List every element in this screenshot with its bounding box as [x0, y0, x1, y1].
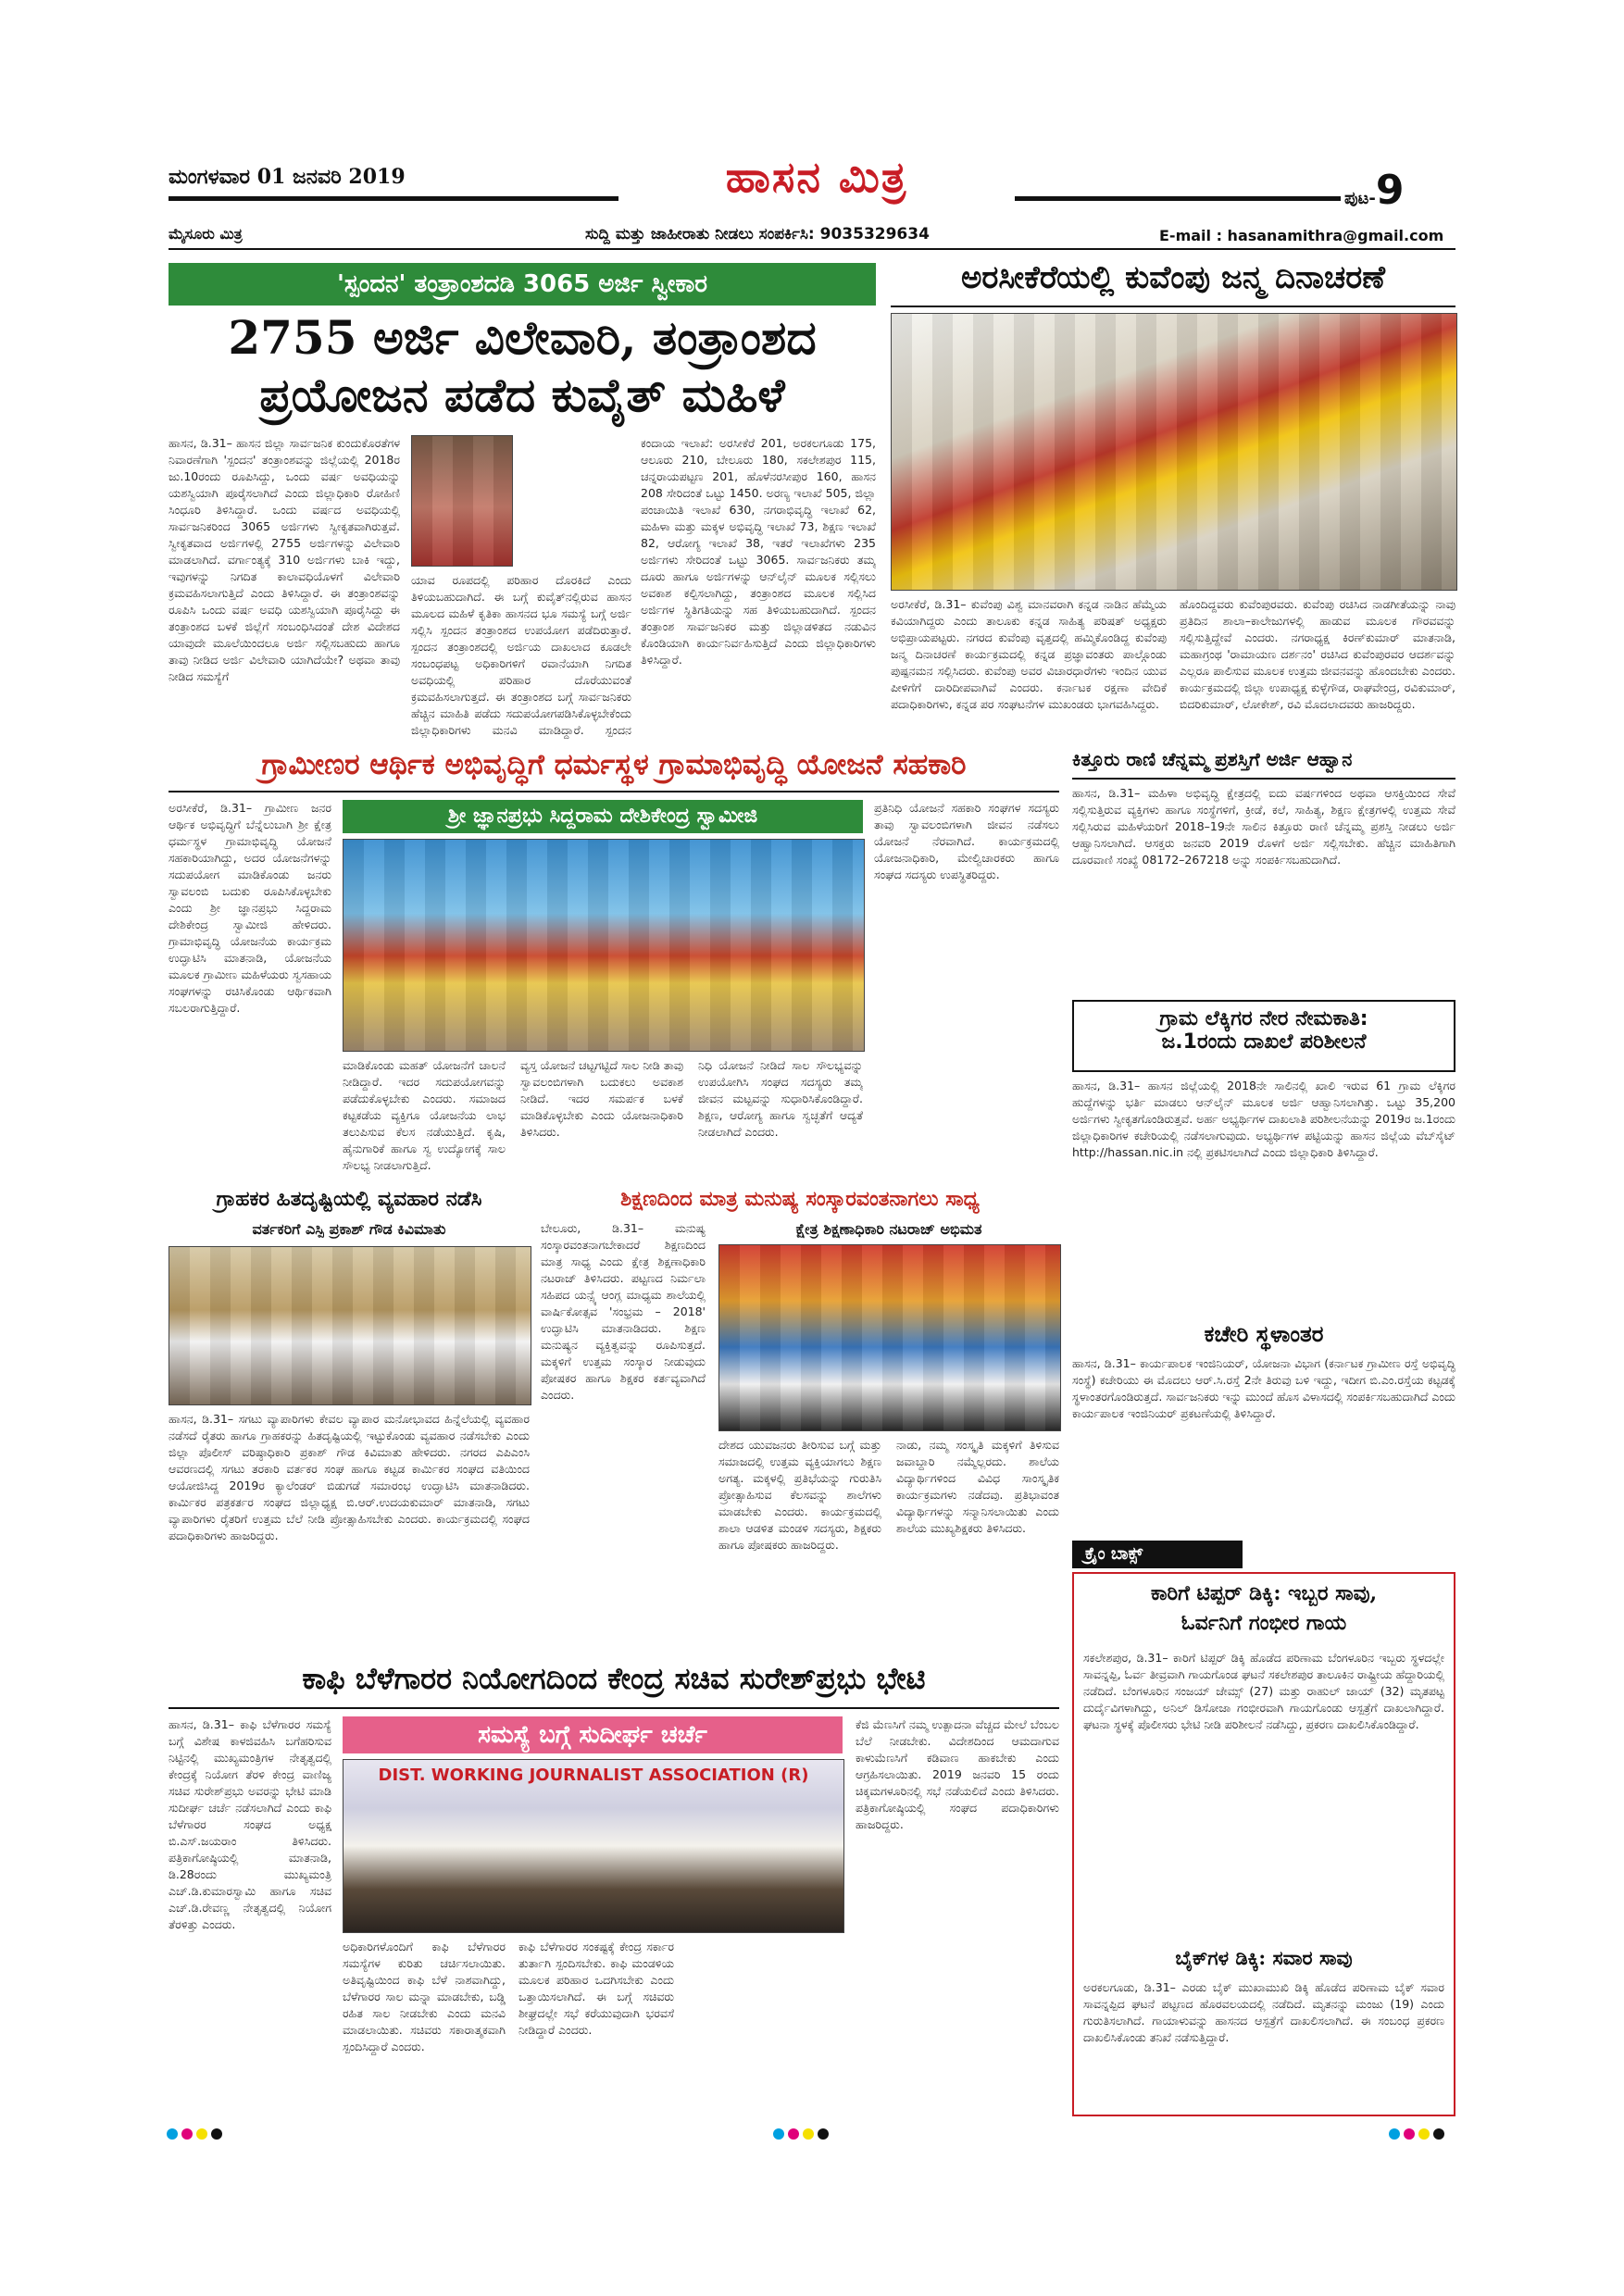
spandana-col-2: ಯಾವ ರೂಪದಲ್ಲಿ ಪರಿಹಾರ ದೊರಕಿದೆ ಎಂದು ತಿಳಿಯಬಹುದಾಗಿದೆ. ಈ ಬಗ್ಗೆ ಕುವೈತ್‌ನಲ್ಲಿರುವ ಹಾಸನ ಮೂಲದ ಮಹಿಳೆ ಕೃತಿಕಾ ಹಾಸನದ ಭೂ ಸಮಸ್ಯೆ ಬಗ್ಗೆ ಅರ್ಜಿ ಸಲ್ಲಿಸಿ ಸ್ಪಂದನ ತಂತ್ರಾಂಶದ ಉಪಯೋಗ ಪಡೆದಿರುತ್ತಾರೆ. ಸ್ಪಂದನ ತಂತ್ರಾಂಶದಲ್ಲಿ ಅರ್ಜಿಯ ದಾಖಲಾದ ಕೂಡಲೇ ಸಂಬಂಧಪಟ್ಟ ಅಧಿಕಾರಿಗಳಿಗೆ ರವಾನೆಯಾಗಿ ನಿಗದಿತ ಅವಧಿಯಲ್ಲಿ ಪರಿಹಾರ ದೊರೆಯುವಂತೆ ಕ್ರಮವಹಿಸಲಾಗುತ್ತದೆ. ಈ ತಂತ್ರಾಂಶದ ಬಗ್ಗೆ ಸಾರ್ವಜನಿಕರು ಹೆಚ್ಚಿನ ಮಾಹಿತಿ ಪಡೆದು ಸದುಪಯೋಗಪಡಿಸಿಕೊಳ್ಳಬೇಕೆಂದು ಜಿಲ್ಲಾಧಿಕಾರಿಗಳು ಮನವಿ ಮಾಡಿದ್ದಾರೆ. ಸ್ಪಂದನ	[411, 573, 631, 737]
coffee-col-4: ಕೆಜಿ ಮೆಣಸಿಗೆ ನಮ್ಮ ಉತ್ಪಾದನಾ ವೆಚ್ಚದ ಮೇಲೆ ಬೆಂಬಲ ಬೆಲೆ ನೀಡಬೇಕು. ವಿದೇಶದಿಂದ ಆಮದಾಗುವ ಕಾಳುಮೆಣಸಿಗೆ ಕಡಿವಾಣ ಹಾಕಬೇಕು ಎಂದು ಆಗ್ರಹಿಸಲಾಯಿತು. 2019 ಜನವರಿ 15 ರಂದು ಚಿಕ್ಕಮಗಳೂರಿನಲ್ಲಿ ಸಭೆ ನಡೆಯಲಿದೆ ಎಂದು ತಿಳಿಸಿದರು. ಪತ್ರಿಕಾಗೋಷ್ಠಿಯಲ್ಲಿ ಸಂಘದ ಪದಾಧಿಕಾರಿಗಳು ಹಾಜರಿದ್ದರು.	[856, 1717, 1059, 1831]
coffee-col-2: ಅಧಿಕಾರಿಗಳೊಂದಿಗೆ ಕಾಫಿ ಬೆಳೆಗಾರರ ಸಮಸ್ಯೆಗಳ ಕುರಿತು ಚರ್ಚಿಸಲಾಯಿತು. ಅತಿವೃಷ್ಟಿಯಿಂದ ಕಾಫಿ ಬೆಳೆ ನಾಶವಾಗಿದ್ದು, ಬೆಳೆಗಾರರ ಸಾಲ ಮನ್ನಾ ಮಾಡಬೇಕು, ಬಡ್ಡಿ ರಹಿತ ಸಾಲ ನೀಡಬೇಕು ಎಂದು ಮನವಿ ಮಾಡಲಾಯಿತು. ಸಚಿವರು ಸಕಾರಾತ್ಮಕವಾಗಿ ಸ್ಪಂದಿಸಿದ್ದಾರೆ ಎಂದರು.	[343, 1940, 506, 2053]
story-coffee	[169, 1661, 1059, 2124]
kuvempu-headline: ಅರಸೀಕೆರೆಯಲ್ಲಿ ಕುವೆಂಪು ಜನ್ಮ ದಿನಾಚರಣೆ	[960, 259, 1386, 296]
registration-marks-left	[167, 2126, 226, 2143]
page-label: ಪುಟ-	[1344, 189, 1376, 208]
email-line: E-mail : hasanamithra@gmail.com	[1159, 227, 1444, 244]
newspaper-title: ಹಾಸನ ಮಿತ್ರ	[725, 152, 908, 202]
press-banner: DIST. WORKING JOURNALIST ASSOCIATION (R)	[378, 1766, 809, 1785]
masthead	[0, 0, 1624, 250]
reg-dot-magenta	[181, 2128, 193, 2140]
masthead-rule-right	[1015, 196, 1341, 201]
office-shift-body: ಹಾಸನ, ಡಿ.31– ಕಾರ್ಯಪಾಲಕ ಇಂಜಿನಿಯರ್, ಯೋಜನಾ ವಿಭಾಗ (ಕರ್ನಾಟಕ ಗ್ರಾಮೀಣ ರಸ್ತೆ ಅಭಿವೃದ್ಧಿ ಸಂಸ್ಥೆ) ಕಚೇರಿಯು ಈ ಮೊದಲು ಆರ್.ಸಿ.ರಸ್ತೆ 2ನೇ ತಿರುವು ಬಳಿ ಇದ್ದು, ಇದೀಗ ಬಿ.ಎಂ.ರಸ್ತೆಯ ಕಟ್ಟಡಕ್ಕೆ ಸ್ಥಳಾಂತರಗೊಂಡಿರುತ್ತದೆ. ಸಾರ್ವಜನಿಕರು ಇನ್ನು ಮುಂದೆ ಹೊಸ ವಿಳಾಸದಲ್ಲಿ ಸಂಪರ್ಕಿಸಬಹುದಾಗಿದೆ ಎಂದು ಕಾರ್ಯಪಾಲಕ ಇಂಜಿನಿಯರ್ ಪ್ರಕಟಣೆಯಲ್ಲಿ ತಿಳಿಸಿದ್ದಾರೆ.	[1072, 1356, 1455, 1420]
crime-tag: ಕ್ರೈಂ ಬಾಕ್ಸ್	[1072, 1541, 1243, 1568]
spandana-col-2b	[518, 435, 630, 565]
dharmasthala-col-4: ನಿಧಿ ಯೋಜನೆ ನೀಡಿದೆ ಸಾಲ ಸೌಲಭ್ಯವನ್ನು ಉಪಯೋಗಿಸಿ ಸಂಘದ ಸದಸ್ಯರು ತಮ್ಮ ಜೀವನ ಮಟ್ಟವನ್ನು ಸುಧಾರಿಸಿಕೊಂಡಿದ್ದಾರೆ. ಶಿಕ್ಷಣ, ಆರೋಗ್ಯ ಹಾಗೂ ಸ್ವಚ್ಛತೆಗೆ ಆದ್ಯತೆ ನೀಡಲಾಗಿದೆ ಎಂದರು.	[698, 1058, 863, 1139]
kuvempu-col-2: ಹೊಂದಿದ್ದವರು ಕುವೆಂಪುರವರು. ಕುವೆಂಪು ರಚಿಸಿದ ನಾಡಗೀತೆಯನ್ನು ನಾವು ಪ್ರತಿದಿನ ಶಾಲಾ–ಕಾಲೇಜುಗಳಲ್ಲಿ ಹಾಡುವ ಮೂಲಕ ಗೌರವವನ್ನು ಸಲ್ಲಿಸುತ್ತಿದ್ದೇವೆ ಎಂದರು. ನಗರಾಧ್ಯಕ್ಷ ಕಿರಣ್‌ಕುಮಾರ್ ಮಾತನಾಡಿ, ಮಹಾಗ್ರಂಥ 'ರಾಮಾಯಣ ದರ್ಶನಂ' ರಚಿಸಿದ ಕುವೆಂಪುರವರ ಆದರ್ಶವನ್ನು ಎಲ್ಲರೂ ಪಾಲಿಸುವ ಮೂಲಕ ಉತ್ತಮ ಜೀವನವನ್ನು ಹೊಂದಬೇಕು ಎಂದರು. ಕಾರ್ಯಕ್ರಮದಲ್ಲಿ ಜಿಲ್ಲಾ ಉಪಾಧ್ಯಕ್ಷ ಕುಳ್ಳೆಗೌಡ, ರಾಘವೇಂದ್ರ, ರವಿಕುಮಾರ್, ಬಿದರಿಕುಮಾರ್, ಲೋಕೇಶ್, ರವಿ ಮೊದಲಾದವರು ಹಾಜರಿದ್ದರು.	[1180, 597, 1455, 711]
reg-dot-yellow	[196, 2128, 207, 2140]
reg-dot-black	[1433, 2128, 1444, 2140]
page-number: 9	[1375, 167, 1405, 214]
education-photo	[718, 1244, 1061, 1431]
reg-dot-black	[818, 2128, 829, 2140]
traders-photo	[169, 1246, 531, 1405]
crime-body-1: ಸಕಲೇಶಪುರ, ಡಿ.31– ಕಾರಿಗೆ ಟಿಪ್ಪರ್ ಡಿಕ್ಕಿ ಹೊಡೆದ ಪರಿಣಾಮ ಬೆಂಗಳೂರಿನ ಇಬ್ಬರು ಸ್ಥಳದಲ್ಲೇ ಸಾವನ್ನಪ್ಪಿ, ಓರ್ವ ತೀವ್ರವಾಗಿ ಗಾಯಗೊಂಡ ಘಟನೆ ಸಕಲೇಶಪುರ ತಾಲೂಕಿನ ರಾಷ್ಟ್ರೀಯ ಹೆದ್ದಾರಿಯಲ್ಲಿ ನಡೆದಿದೆ. ಬೆಂಗಳೂರಿನ ಸಂಜಯ್ ಜೇಮ್ಸ್ (27) ಮತ್ತು ರಾಹುಲ್ ಜಾಯ್ (32) ಮೃತಪಟ್ಟ ದುರ್ದೈವಿಗಳಾಗಿದ್ದು, ಅನಿಲ್ ಡಿಸೋಜಾ ಗಂಭೀರವಾಗಿ ಗಾಯಗೊಂಡು ಆಸ್ಪತ್ರೆಗೆ ದಾಖಲಾಗಿದ್ದಾರೆ. ಘಟನಾ ಸ್ಥಳಕ್ಕೆ ಪೊಲೀಸರು ಭೇಟಿ ನೀಡಿ ಪರಿಶೀಲನೆ ನಡೆಸಿದ್ದು, ಪ್ರಕರಣ ದಾಖಲಿಸಿಕೊಂಡಿದ್ದಾರೆ.	[1083, 1651, 1444, 1731]
spandana-col-3: ಕಂದಾಯ ಇಲಾಖೆ: ಅರಸೀಕೆರೆ 201, ಅರಕಲಗೂಡು 175, ಆಲೂರು 210, ಬೇಲೂರು 180, ಸಕಲೇಶಪುರ 115, ಚನ್ನರಾಯಪಟ್ಟಣ 201, ಹೊಳೆನರಸೀಪುರ 160, ಹಾಸನ 208 ಸೇರಿದಂತೆ ಒಟ್ಟು 1450. ಅರಣ್ಯ ಇಲಾಖೆ 505, ಜಿಲ್ಲಾ ಪಂಚಾಯಿತಿ ಇಲಾಖೆ 630, ನಗರಾಭಿವೃದ್ಧಿ ಇಲಾಖೆ 62, ಮಹಿಳಾ ಮತ್ತು ಮಕ್ಕಳ ಅಭಿವೃದ್ಧಿ ಇಲಾಖೆ 73, ಶಿಕ್ಷಣ ಇಲಾಖೆ 82, ಆರೋಗ್ಯ ಇಲಾಖೆ 38, ಇತರೆ ಇಲಾಖೆಗಳು 235 ಅರ್ಜಿಗಳು ಸೇರಿದಂತೆ ಒಟ್ಟು 3065. ಸಾರ್ವಜನಿಕರು ತಮ್ಮ ದೂರು ಹಾಗೂ ಅರ್ಜಿಗಳನ್ನು ಆನ್‌ಲೈನ್ ಮೂಲಕ ಸಲ್ಲಿಸಲು ಅವಕಾಶ ಕಲ್ಪಿಸಲಾಗಿದ್ದು, ತಂತ್ರಾಂಶದ ಮೂಲಕ ಸಲ್ಲಿಸಿದ ಅರ್ಜಿಗಳ ಸ್ಥಿತಿಗತಿಯನ್ನು ಸಹ ತಿಳಿಯಬಹುದಾಗಿದೆ. ಸ್ಪಂದನ ತಂತ್ರಾಂಶ ಸಾರ್ವಜನಿಕರ ಮತ್ತು ಜಿಲ್ಲಾಡಳಿತದ ನಡುವಿನ ಕೊಂಡಿಯಾಗಿ ಕಾರ್ಯನಿರ್ವಹಿಸುತ್ತಿದೆ ಎಂದು ಜಿಲ್ಲಾಧಿಕಾರಿಗಳು ತಿಳಿಸಿದ್ದಾರೆ.	[641, 436, 876, 667]
education-col-2: ದೇಶದ ಯುವಜನರು ತೀರಿಸುವ ಬಗ್ಗೆ ಮತ್ತು ಸಮಾಜದಲ್ಲಿ ಉತ್ತಮ ವ್ಯಕ್ತಿಯಾಗಲು ಶಿಕ್ಷಣ ಅಗತ್ಯ. ಮಕ್ಕಳಲ್ಲಿ ಪ್ರತಿಭೆಯನ್ನು ಗುರುತಿಸಿ ಪ್ರೋತ್ಸಾಹಿಸುವ ಕೆಲಸವನ್ನು ಶಾಲೆಗಳು ಮಾಡಬೇಕು ಎಂದರು. ಕಾರ್ಯಕ್ರಮದಲ್ಲಿ ಶಾಲಾ ಆಡಳಿತ ಮಂಡಳಿ ಸದಸ್ಯರು, ಶಿಕ್ಷಕರು ಹಾಗೂ ಪೋಷಕರು ಹಾಜರಿದ್ದರು.	[718, 1438, 881, 1552]
education-col-3: ನಾಡು, ನಮ್ಮ ಸಂಸ್ಕೃತಿ ಮಕ್ಕಳಿಗೆ ತಿಳಿಸುವ ಜವಾಬ್ದಾರಿ ನಮ್ಮೆಲ್ಲರದು. ಶಾಲೆಯ ವಿದ್ಯಾರ್ಥಿಗಳಿಂದ ವಿವಿಧ ಸಾಂಸ್ಕೃತಿಕ ಕಾರ್ಯಕ್ರಮಗಳು ನಡೆದವು. ಪ್ರತಿಭಾವಂತ ವಿದ್ಯಾರ್ಥಿಗಳನ್ನು ಸನ್ಮಾನಿಸಲಾಯಿತು ಎಂದು ಶಾಲೆಯ ಮುಖ್ಯಶಿಕ್ಷಕರು ತಿಳಿಸಿದರು.	[896, 1438, 1059, 1535]
education-subhead: ಕ್ಷೇತ್ರ ಶಿಕ್ಷಣಾಧಿಕಾರಿ ನಟರಾಜ್ ಅಭಿಮತ	[795, 1220, 982, 1238]
education-headline: ಶಿಕ್ಷಣದಿಂದ ಮಾತ್ರ ಮನುಷ್ಯ ಸಂಸ್ಕಾರವಂತನಾಗಲು ಸಾಧ್ಯ	[620, 1187, 980, 1211]
page-number-box	[1344, 167, 1405, 214]
kuvempu-photo	[891, 313, 1457, 591]
contact-line: ಸುದ್ದಿ ಮತ್ತು ಜಾಹೀರಾತು ನೀಡಲು ಸಂಪರ್ಕಿಸಿ: 9035329634	[585, 225, 930, 243]
dharmasthala-col-5: ಪ್ರತಿನಿಧಿ ಯೋಜನೆ ಸಹಕಾರಿ ಸಂಘಗಳ ಸದಸ್ಯರು ತಾವು ಸ್ವಾವಲಂಬಿಗಳಾಗಿ ಜೀವನ ನಡೆಸಲು ಯೋಜನೆ ನೆರವಾಗಿದೆ. ಕಾರ್ಯಕ್ರಮದಲ್ಲಿ ಯೋಜನಾಧಿಕಾರಿ, ಮೇಲ್ವಿಚಾರಕರು ಹಾಗೂ ಸಂಘದ ಸದಸ್ಯರು ಉಪಸ್ಥಿತರಿದ್ದರು.	[874, 801, 1059, 881]
spandana-photo-woman	[411, 435, 513, 567]
traders-subhead: ವರ್ತಕರಿಗೆ ಎಸ್ಪಿ ಪ್ರಕಾಶ್ ಗೌಡ ಕಿವಿಮಾತು	[252, 1220, 446, 1238]
reg-dot-cyan	[773, 2128, 784, 2140]
chennamma-rule	[1072, 778, 1455, 780]
accountant-headline-box	[1072, 1000, 1455, 1072]
story-traders	[169, 1187, 530, 1668]
reg-dot-yellow	[803, 2128, 814, 2140]
registration-marks-right	[1389, 2126, 1448, 2143]
masthead-bottom-rule	[169, 248, 1455, 250]
dharmasthala-photo	[343, 839, 865, 1052]
right-column-notices	[1072, 748, 1455, 1535]
issue-date: ಮಂಗಳವಾರ 01 ಜನವರಿ 2019	[169, 165, 406, 189]
crime-body-2: ಅರಕಲಗೂಡು, ಡಿ.31– ಎರಡು ಬೈಕ್ ಮುಖಾಮುಖಿ ಡಿಕ್ಕಿ ಹೊಡೆದ ಪರಿಣಾಮ ಬೈಕ್ ಸವಾರ ಸಾವನ್ನಪ್ಪಿದ ಘಟನೆ ಪಟ್ಟಣದ ಹೊರವಲಯದಲ್ಲಿ ನಡೆದಿದೆ. ಮೃತನನ್ನು ಮಂಜು (19) ಎಂದು ಗುರುತಿಸಲಾಗಿದೆ. ಗಾಯಾಳುವನ್ನು ಹಾಸನದ ಆಸ್ಪತ್ರೆಗೆ ದಾಖಲಿಸಲಾಗಿದೆ. ಈ ಸಂಬಂಧ ಪ್ರಕರಣ ದಾಖಲಿಸಿಕೊಂಡು ತನಿಖೆ ನಡೆಸುತ್ತಿದ್ದಾರೆ.	[1083, 1980, 1444, 2044]
spandana-headline-1: 2755 ಅರ್ಜಿ ವಿಲೇವಾರಿ, ತಂತ್ರಾಂಶದ	[228, 310, 817, 365]
traders-body: ಹಾಸನ, ಡಿ.31– ಸಗಟು ವ್ಯಾಪಾರಿಗಳು ಕೇವಲ ವ್ಯಾಪಾರ ಮನೋಭಾವದ ಹಿನ್ನೆಲೆಯಲ್ಲಿ ವ್ಯವಹಾರ ನಡೆಸದೆ ರೈತರು ಹಾಗೂ ಗ್ರಾಹಕರನ್ನು ಹಿತದೃಷ್ಟಿಯಲ್ಲಿ ಇಟ್ಟುಕೊಂಡು ವ್ಯವಹಾರ ನಡೆಸಬೇಕು ಎಂದು ಜಿಲ್ಲಾ ಪೊಲೀಸ್ ವರಿಷ್ಠಾಧಿಕಾರಿ ಪ್ರಕಾಶ್ ಗೌಡ ಕಿವಿಮಾತು ಹೇಳಿದರು. ನಗರದ ಎಪಿಎಂಸಿ ಆವರಣದಲ್ಲಿ ಸಗಟು ತರಕಾರಿ ವರ್ತಕರ ಸಂಘ ಹಾಗೂ ಕಟ್ಟಡ ಕಾರ್ಮಿಕರ ಸಂಘದ ವತಿಯಿಂದ ಆಯೋಜಿಸಿದ್ದ 2019ರ ಕ್ಯಾಲೆಂಡರ್ ಬಿಡುಗಡೆ ಸಮಾರಂಭ ಉದ್ಘಾಟಿಸಿ ಮಾತನಾಡಿದರು. ಕಾರ್ಮಿಕರ ಪತ್ರಕರ್ತರ ಸಂಘದ ಜಿಲ್ಲಾಧ್ಯಕ್ಷ ಬಿ.ಆರ್.ಉದಯಕುಮಾರ್ ಮಾತನಾಡಿ, ಸಗಟು ವ್ಯಾಪಾರಿಗಳು ರೈತರಿಗೆ ಉತ್ತಮ ಬೆಲೆ ನೀಡಿ ಪ್ರೋತ್ಸಾಹಿಸಬೇಕು ಎಂದರು. ಕಾರ್ಯಕ್ರಮದಲ್ಲಿ ಸಂಘದ ಪದಾಧಿಕಾರಿಗಳು ಹಾಜರಿದ್ದರು.	[169, 1412, 530, 1542]
coffee-headline: ಕಾಫಿ ಬೆಳೆಗಾರರ ನಿಯೋಗದಿಂದ ಕೇಂದ್ರ ಸಚಿವ ಸುರೇಶ್‌ಪ್ರಭು ಭೇಟಿ	[302, 1661, 926, 1696]
coffee-photo	[343, 1759, 844, 1933]
dharmasthala-col-3: ವ್ಯಸ್ತ ಯೋಜನೆ ಚಟ್ಟಗಟ್ಟಿದೆ ಸಾಲ ನೀಡಿ ತಾವು ಸ್ವಾವಲಂಬಿಗಳಾಗಿ ಬದುಕಲು ಅವಕಾಶ ನೀಡಿದೆ. ಇದರ ಸಮರ್ಪಕ ಬಳಕೆ ಮಾಡಿಕೊಳ್ಳಬೇಕು ಎಂದು ಯೋಜನಾಧಿಕಾರಿ ತಿಳಿಸಿದರು.	[520, 1058, 683, 1139]
chennamma-headline: ಕಿತ್ತೂರು ರಾಣಿ ಚೆನ್ನಮ್ಮ ಪ್ರಶಸ್ತಿಗೆ ಅರ್ಜಿ ಆಹ್ವಾನ	[1072, 748, 1353, 770]
story-spandana	[169, 263, 876, 744]
dharmasthala-col-2: ಮಾಡಿಕೊಂಡು ಮಹತ್ ಯೋಜನೆಗೆ ಚಾಲನೆ ನೀಡಿದ್ದಾರೆ. ಇದರ ಸದುಪಯೋಗವನ್ನು ಪಡೆದುಕೊಳ್ಳಬೇಕು ಎಂದರು. ಸಮಾಜದ ಕಟ್ಟಕಡೆಯ ವ್ಯಕ್ತಿಗೂ ಯೋಜನೆಯ ಲಾಭ ತಲುಪಿಸುವ ಕೆಲಸ ನಡೆಯುತ್ತಿದೆ. ಕೃಷಿ, ಹೈನುಗಾರಿಕೆ ಹಾಗೂ ಸ್ವ ಉದ್ಯೋಗಕ್ಕೆ ಸಾಲ ಸೌಲಭ್ಯ ನೀಡಲಾಗುತ್ತಿದೆ.	[343, 1058, 506, 1172]
accountant-headline-2: ಜ.1ರಂದು ದಾಖಲೆ ಪರಿಶೀಲನೆ	[1161, 1030, 1367, 1054]
dharmasthala-headline: ಗ್ರಾಮೀಣರ ಆರ್ಥಿಕ ಅಭಿವೃದ್ಧಿಗೆ ಧರ್ಮಸ್ಥಳ ಗ್ರಾಮಾಭಿವೃದ್ಧಿ ಯೋಜನೆ ಸಹಕಾರಿ	[261, 748, 967, 781]
coffee-subhead: ಸಮಸ್ಯೆ ಬಗ್ಗೆ ಸುದೀರ್ಘ ಚರ್ಚೆ	[343, 1716, 843, 1753]
story-education	[541, 1187, 1059, 1668]
spandana-col-1: ಹಾಸನ, ಡಿ.31– ಹಾಸನ ಜಿಲ್ಲಾ ಸಾರ್ವಜನಿಕ ಕುಂದುಕೊರತೆಗಳ ನಿವಾರಣೆಗಾಗಿ 'ಸ್ಪಂದನ' ತಂತ್ರಾಂಶವನ್ನು ಜಿಲ್ಲೆಯಲ್ಲಿ 2018ರ ಜು.10ರಂದು ರೂಪಿಸಿದ್ದು, ಒಂದು ವರ್ಷ ಅವಧಿಯನ್ನು ಯಶಸ್ವಿಯಾಗಿ ಪೂರೈಸಲಾಗಿದೆ ಎಂದು ಜಿಲ್ಲಾಧಿಕಾರಿ ರೋಹಿಣಿ ಸಿಂಧೂರಿ ತಿಳಿಸಿದ್ದಾರೆ. ಒಂದು ವರ್ಷದ ಅವಧಿಯಲ್ಲಿ ಸಾರ್ವಜನಿಕರಿಂದ 3065 ಅರ್ಜಿಗಳು ಸ್ವೀಕೃತವಾಗಿರುತ್ತವೆ. ಸ್ವೀಕೃತವಾದ ಅರ್ಜಿಗಳಲ್ಲಿ 2755 ಅರ್ಜಿಗಳನ್ನು ವಿಲೇವಾರಿ ಮಾಡಲಾಗಿದೆ. ವರ್ಗಾಂತ್ಯಕ್ಕೆ 310 ಅರ್ಜಿಗಳು ಬಾಕಿ ಇದ್ದು, ಇವುಗಳನ್ನು ನಿಗದಿತ ಕಾಲಾವಧಿಯೊಳಗೆ ವಿಲೇವಾರಿ ಕ್ರಮವಹಿಸಲಾಗುತ್ತಿದೆ ಎಂದು ತಿಳಿಸಿದ್ದಾರೆ. ಈ ತಂತ್ರಾಂಶವನ್ನು ರೂಪಿಸಿ ಒಂದು ವರ್ಷ ಅವಧಿ ಯಶಸ್ವಿಯಾಗಿ ಪೂರೈಸಿದ್ದು ಈ ತಂತ್ರಾಂಶದ ಬಳಕೆ ಜಿಲ್ಲೆಗೆ ಸಂಬಂಧಿಸಿದಂತೆ ದೇಶ ವಿದೇಶದ ಯಾವುದೇ ಮೂಲೆಯಿಂದಲೂ ಅರ್ಜಿ ಸಲ್ಲಿಸಬಹುದು ಹಾಗೂ ತಾವು ನೀಡಿದ ಅರ್ಜಿ ವಿಲೇವಾರಿ ಯಾಗಿದೆಯೇ? ಅಥವಾ ತಾವು ನೀಡಿದ ಸಮಸ್ಯೆಗೆ	[169, 436, 400, 683]
office-shift-headline: ಕಚೇರಿ ಸ್ಥಳಾಂತರ	[1204, 1320, 1324, 1347]
reg-dot-black	[211, 2128, 222, 2140]
traders-headline: ಗ್ರಾಹಕರ ಹಿತದೃಷ್ಟಿಯಲ್ಲಿ ವ್ಯವಹಾರ ನಡೆಸಿ	[216, 1187, 482, 1211]
crime-headline-2: ಓರ್ವನಿಗೆ ಗಂಭೀರ ಗಾಯ	[1181, 1611, 1347, 1635]
coffee-rule	[169, 1707, 1059, 1709]
kuvempu-rule	[891, 306, 1455, 307]
dharmasthala-rule	[169, 791, 1059, 792]
education-col-1: ಬೇಲೂರು, ಡಿ.31– ಮನುಷ್ಯ ಸಂಸ್ಕಾರವಂತನಾಗಬೇಕಾದರೆ ಶಿಕ್ಷಣದಿಂದ ಮಾತ್ರ ಸಾಧ್ಯ ಎಂದು ಕ್ಷೇತ್ರ ಶಿಕ್ಷಣಾಧಿಕಾರಿ ನಟರಾಜ್ ತಿಳಿಸಿದರು. ಪಟ್ಟಣದ ನಿರ್ಮಲಾ ಸಹಿಪದ ಯನ್ಸ್ಕೆ ಆಂಗ್ಲ ಮಾಧ್ಯಮ ಶಾಲೆಯಲ್ಲಿ ವಾರ್ಷಿಕೋತ್ಸವ 'ಸಂಭ್ರಮ – 2018' ಉದ್ಘಾಟಿಸಿ ಮಾತನಾಡಿದರು. ಶಿಕ್ಷಣ ಮನುಷ್ಯನ ವ್ಯಕ್ತಿತ್ವವನ್ನು ರೂಪಿಸುತ್ತದೆ. ಮಕ್ಕಳಿಗೆ ಉತ್ತಮ ಸಂಸ್ಕಾರ ನೀಡುವುದು ಪೋಷಕರ ಹಾಗೂ ಶಿಕ್ಷಕರ ಕರ್ತವ್ಯವಾಗಿದೆ ಎಂದರು.	[541, 1221, 706, 1402]
spandana-headline-2: ಪ್ರಯೋಜನ ಪಡೆದ ಕುವೈತ್ ಮಹಿಳೆ	[259, 368, 785, 422]
spandana-kicker: 'ಸ್ಪಂದನ' ತಂತ್ರಾಂಶದಡಿ 3065 ಅರ್ಜಿ ಸ್ವೀಕಾರ	[169, 263, 876, 306]
reg-dot-cyan	[167, 2128, 178, 2140]
section-name: ಮೈಸೂರು ಮಿತ್ರ	[169, 225, 243, 243]
coffee-col-3b	[687, 1939, 843, 2120]
coffee-col-3: ಕಾಫಿ ಬೆಳೆಗಾರರ ಸಂಕಷ್ಟಕ್ಕೆ ಕೇಂದ್ರ ಸರ್ಕಾರ ತುರ್ತಾಗಿ ಸ್ಪಂದಿಸಬೇಕು. ಕಾಫಿ ಮಂಡಳಿಯ ಮೂಲಕ ಪರಿಹಾರ ಒದಗಿಸಬೇಕು ಎಂದು ಒತ್ತಾಯಿಸಲಾಗಿದೆ. ಈ ಬಗ್ಗೆ ಸಚಿವರು ಶೀಘ್ರದಲ್ಲೇ ಸಭೆ ಕರೆಯುವುದಾಗಿ ಭರವಸೆ ನೀಡಿದ್ದಾರೆ ಎಂದರು.	[518, 1940, 674, 2037]
story-dharmasthala	[169, 748, 1059, 1181]
coffee-col-1: ಹಾಸನ, ಡಿ.31– ಕಾಫಿ ಬೆಳೆಗಾರರ ಸಮಸ್ಯೆ ಬಗ್ಗೆ ವಿಶೇಷ ಕಾಳಜಿವಹಿಸಿ ಬಗೆಹರಿಸುವ ನಿಟ್ಟಿನಲ್ಲಿ ಮುಖ್ಯಮಂತ್ರಿಗಳ ನೇತೃತ್ವದಲ್ಲಿ ಕೇಂದ್ರಕ್ಕೆ ನಿಯೋಗ ತೆರಳಿ ಕೇಂದ್ರ ವಾಣಿಜ್ಯ ಸಚಿವ ಸುರೇಶ್‌ಪ್ರಭು ಅವರನ್ನು ಭೇಟಿ ಮಾಡಿ ಸುದೀರ್ಘ ಚರ್ಚೆ ನಡೆಸಲಾಗಿದೆ ಎಂದು ಕಾಫಿ ಬೆಳೆಗಾರರ ಸಂಘದ ಅಧ್ಯಕ್ಷ ಬಿ.ಎಸ್.ಜಯರಾಂ ತಿಳಿಸಿದರು. ಪತ್ರಿಕಾಗೋಷ್ಠಿಯಲ್ಲಿ ಮಾತನಾಡಿ, ಡಿ.28ರಂದು ಮುಖ್ಯಮಂತ್ರಿ ಎಚ್.ಡಿ.ಕುಮಾರಸ್ವಾಮಿ ಹಾಗೂ ಸಚಿವ ಎಚ್.ಡಿ.ರೇವಣ್ಣ ನೇತೃತ್ವದಲ್ಲಿ ನಿಯೋಗ ತೆರಳಿತ್ತು ಎಂದರು.	[169, 1717, 331, 1931]
accountant-body: ಹಾಸನ, ಡಿ.31– ಹಾಸನ ಜಿಲ್ಲೆಯಲ್ಲಿ 2018ನೇ ಸಾಲಿನಲ್ಲಿ ಖಾಲಿ ಇರುವ 61 ಗ್ರಾಮ ಲೆಕ್ಕಿಗರ ಹುದ್ದೆಗಳನ್ನು ಭರ್ತಿ ಮಾಡಲು ಆನ್‌ಲೈನ್ ಮೂಲಕ ಅರ್ಜಿ ಆಹ್ವಾನಿಸಲಾಗಿತ್ತು. ಒಟ್ಟು 35,200 ಅರ್ಜಿಗಳು ಸ್ವೀಕೃತಗೊಂಡಿರುತ್ತವೆ. ಅರ್ಹ ಅಭ್ಯರ್ಥಿಗಳ ದಾಖಲಾತಿ ಪರಿಶೀಲನೆಯನ್ನು 2019ರ ಜ.1ರಂದು ಜಿಲ್ಲಾಧಿಕಾರಿಗಳ ಕಚೇರಿಯಲ್ಲಿ ನಡೆಸಲಾಗುವುದು. ಅಭ್ಯರ್ಥಿಗಳ ಪಟ್ಟಿಯನ್ನು ಹಾಸನ ಜಿಲ್ಲೆಯ ವೆಬ್‌ಸೈಟ್ http://hassan.nic.in ನಲ್ಲಿ ಪ್ರಕಟಿಸಲಾಗಿದೆ ಎಂದು ಜಿಲ್ಲಾಧಿಕಾರಿ ತಿಳಿಸಿದ್ದಾರೆ.	[1072, 1079, 1455, 1159]
dharmasthala-subhead: ಶ್ರೀ ಜ್ಞಾನಪ್ರಭು ಸಿದ್ದರಾಮ ದೇಶಿಕೇಂದ್ರ ಸ್ವಾಮೀಜಿ	[343, 800, 863, 833]
reg-dot-yellow	[1418, 2128, 1430, 2140]
kuvempu-col-1: ಅರಸೀಕೆರೆ, ಡಿ.31– ಕುವೆಂಪು ವಿಶ್ವ ಮಾನವರಾಗಿ ಕನ್ನಡ ನಾಡಿನ ಹೆಮ್ಮೆಯ ಕವಿಯಾಗಿದ್ದರು ಎಂದು ತಾಲೂಕು ಕನ್ನಡ ಸಾಹಿತ್ಯ ಪರಿಷತ್ ಅಧ್ಯಕ್ಷರು ಅಭಿಪ್ರಾಯಪಟ್ಟರು. ನಗರದ ಕುವೆಂಪು ವೃತ್ತದಲ್ಲಿ ಹಮ್ಮಿಕೊಂಡಿದ್ದ ಕುವೆಂಪು ಜನ್ಮ ದಿನಾಚರಣೆ ಕಾರ್ಯಕ್ರಮದಲ್ಲಿ ಕನ್ನಡ ಪ್ರಜ್ಞಾವಂತರು ಪಾಲ್ಗೊಂಡು ಪುಷ್ಪನಮನ ಸಲ್ಲಿಸಿದರು. ಕುವೆಂಪು ಅವರ ವಿಚಾರಧಾರೆಗಳು ಇಂದಿನ ಯುವ ಪೀಳಿಗೆಗೆ ದಾರಿದೀಪವಾಗಿವೆ ಎಂದರು. ಕರ್ನಾಟಕ ರಕ್ಷಣಾ ವೇದಿಕೆ ಪದಾಧಿಕಾರಿಗಳು, ಕನ್ನಡ ಪರ ಸಂಘಟನೆಗಳ ಮುಖಂಡರು ಭಾಗವಹಿಸಿದ್ದರು.	[891, 597, 1167, 711]
registration-marks-center	[773, 2126, 832, 2143]
story-kuvempu	[891, 259, 1455, 744]
reg-dot-cyan	[1389, 2128, 1400, 2140]
crime-headline-1: ಕಾರಿಗೆ ಟಿಪ್ಪರ್ ಡಿಕ್ಕಿ: ಇಬ್ಬರ ಸಾವು,	[1150, 1581, 1378, 1605]
reg-dot-magenta	[1404, 2128, 1415, 2140]
reg-dot-magenta	[788, 2128, 799, 2140]
chennamma-body: ಹಾಸನ, ಡಿ.31– ಮಹಿಳಾ ಅಭಿವೃದ್ಧಿ ಕ್ಷೇತ್ರದಲ್ಲಿ ಐದು ವರ್ಷಗಳಿಂದ ಅಥವಾ ಆಸಕ್ತಿಯಿಂದ ಸೇವೆ ಸಲ್ಲಿಸುತ್ತಿರುವ ವ್ಯಕ್ತಿಗಳು ಹಾಗೂ ಸಂಸ್ಥೆಗಳಿಗೆ, ಕ್ರೀಡೆ, ಕಲೆ, ಸಾಹಿತ್ಯ, ಶಿಕ್ಷಣ ಕ್ಷೇತ್ರಗಳಲ್ಲಿ ಉತ್ತಮ ಸೇವೆ ಸಲ್ಲಿಸಿರುವ ಮಹಿಳೆಯರಿಗೆ 2018–19ನೇ ಸಾಲಿನ ಕಿತ್ತೂರು ರಾಣಿ ಚೆನ್ನಮ್ಮ ಪ್ರಶಸ್ತಿ ನೀಡಲು ಅರ್ಜಿ ಆಹ್ವಾನಿಸಲಾಗಿದೆ. ಆಸಕ್ತರು ಜನವರಿ 2019 ರೊಳಗೆ ಅರ್ಜಿ ಸಲ್ಲಿಸಬೇಕು. ಹೆಚ್ಚಿನ ಮಾಹಿತಿಗಾಗಿ ದೂರವಾಣಿ ಸಂಖ್ಯೆ 08172–267218 ಅನ್ನು ಸಂಪರ್ಕಿಸಬಹುದಾಗಿದೆ.	[1072, 786, 1455, 867]
crime-box	[1072, 1541, 1455, 2115]
accountant-headline-1: ಗ್ರಾಮ ಲೆಕ್ಕಿಗರ ನೇರ ನೇಮಕಾತಿ:	[1159, 1007, 1368, 1030]
dharmasthala-col-1: ಅರಸೀಕೆರೆ, ಡಿ.31– ಗ್ರಾಮೀಣ ಜನರ ಆರ್ಥಿಕ ಅಭಿವೃದ್ಧಿಗೆ ಬೆನ್ನೆಲುಬಾಗಿ ಶ್ರೀ ಕ್ಷೇತ್ರ ಧರ್ಮಸ್ಥಳ ಗ್ರಾಮಾಭಿವೃದ್ಧಿ ಯೋಜನೆ ಸಹಕಾರಿಯಾಗಿದ್ದು, ಅದರ ಯೋಜನೆಗಳನ್ನು ಸದುಪಯೋಗ ಮಾಡಿಕೊಂಡು ಜನರು ಸ್ವಾವಲಂಬಿ ಬದುಕು ರೂಪಿಸಿಕೊಳ್ಳಬೇಕು ಎಂದು ಶ್ರೀ ಜ್ಞಾನಪ್ರಭು ಸಿದ್ದರಾಮ ದೇಶಿಕೇಂದ್ರ ಸ್ವಾಮೀಜಿ ಹೇಳಿದರು. ಗ್ರಾಮಾಭಿವೃದ್ಧಿ ಯೋಜನೆಯ ಕಾರ್ಯಕ್ರಮ ಉದ್ಘಾಟಿಸಿ ಮಾತನಾಡಿ, ಯೋಜನೆಯ ಮೂಲಕ ಗ್ರಾಮೀಣ ಮಹಿಳೆಯರು ಸ್ವಸಹಾಯ ಸಂಘಗಳನ್ನು ರಚಿಸಿಕೊಂಡು ಆರ್ಥಿಕವಾಗಿ ಸಬಲರಾಗುತ್ತಿದ್ದಾರೆ.	[169, 801, 331, 1015]
masthead-rule-left	[169, 196, 618, 201]
crime-headline-3: ಬೈಕ್‌ಗಳ ಡಿಕ್ಕಿ: ಸವಾರ ಸಾವು	[1175, 1946, 1353, 1969]
